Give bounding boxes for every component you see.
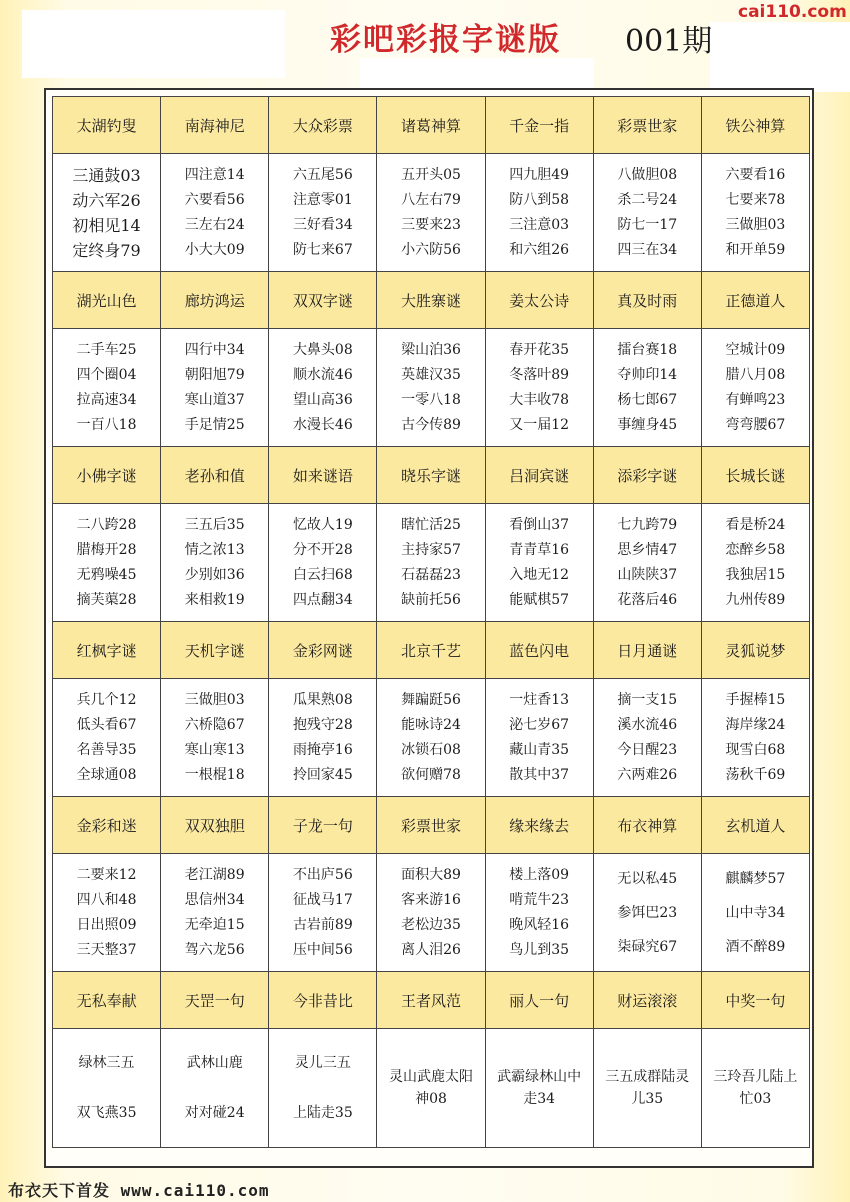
riddle-line: 朝阳旭79 [184, 366, 245, 383]
riddle-line: 大鼻头08 [292, 341, 353, 358]
riddle-line: 看是桥24 [725, 516, 786, 533]
riddle-line: 藏山青35 [509, 741, 570, 758]
column-title: 金彩网谜 [269, 622, 377, 679]
riddle-line: 一根棍18 [184, 766, 245, 783]
riddle-line: 花落后46 [617, 591, 678, 608]
riddle-cell [377, 154, 485, 272]
column-title: 王者风范 [377, 972, 485, 1029]
riddle-line: 三好看34 [292, 216, 353, 233]
riddle-line: 能赋棋57 [509, 591, 570, 608]
riddle-line: 溪水流46 [617, 716, 678, 733]
riddle-line: 四点翻34 [292, 591, 353, 608]
riddle-line: 对对碰24 [184, 1105, 245, 1121]
riddle-cell [161, 679, 269, 797]
riddle-line: 少别如36 [184, 566, 245, 583]
riddle-line: 摘芙蕖28 [76, 591, 137, 608]
riddle-line: 手握棒15 [725, 691, 786, 708]
riddle-line: 全球通08 [76, 766, 137, 783]
column-title: 今非昔比 [269, 972, 377, 1029]
riddle-line: 三做胆03 [184, 691, 245, 708]
riddle-line: 寒山寒13 [184, 741, 245, 758]
riddle-line: 三五成群陆灵儿35 [605, 1069, 690, 1107]
riddle-line: 石磊磊23 [401, 566, 461, 583]
riddle-line: 瞎忙活25 [401, 516, 461, 533]
riddle-line: 散其中37 [509, 766, 570, 783]
riddle-line: 缺前托56 [401, 591, 461, 608]
riddle-cell [269, 329, 377, 447]
riddle-cell [377, 1029, 485, 1148]
riddle-line: 二八跨28 [76, 516, 137, 533]
riddle-line: 腊八月08 [725, 366, 786, 383]
riddle-line: 一零八18 [401, 391, 461, 408]
riddle-line: 梁山泊36 [401, 341, 461, 358]
riddle-line: 和开单59 [725, 241, 786, 258]
riddle-cell [593, 1029, 701, 1148]
riddle-line: 灵儿三五 [294, 1055, 351, 1071]
riddle-cell [53, 1029, 161, 1148]
riddle-line: 分不开28 [292, 541, 353, 558]
blank-area-right [710, 22, 850, 92]
riddle-line: 二要来12 [76, 866, 137, 883]
riddle-cell [377, 854, 485, 972]
riddle-line: 四八和48 [76, 891, 137, 908]
riddle-line: 六要看16 [725, 166, 786, 183]
riddle-line: 二手车25 [76, 341, 137, 358]
riddle-line: 绿林三五 [78, 1055, 135, 1071]
riddle-line: 防八到58 [509, 191, 570, 208]
riddle-line: 麒麟梦57 [725, 870, 786, 887]
column-title: 姜太公诗 [485, 272, 593, 329]
riddle-line: 弯弯腰67 [725, 416, 786, 433]
riddle-line: 入地无12 [509, 566, 570, 583]
riddle-cell [161, 154, 269, 272]
section-header-row [53, 797, 810, 854]
riddle-line: 看倒山37 [509, 516, 570, 533]
riddle-cell [485, 504, 593, 622]
column-title: 金彩和迷 [53, 797, 161, 854]
riddle-cell [485, 1029, 593, 1148]
riddle-line: 三通鼓03 [72, 165, 141, 185]
column-title: 玄机道人 [701, 797, 809, 854]
riddle-cell [593, 504, 701, 622]
riddle-line: 大丰收78 [509, 391, 570, 408]
riddle-cell [701, 1029, 809, 1148]
riddle-line: 拉高速34 [76, 391, 137, 408]
riddle-line: 一百八18 [76, 416, 137, 433]
section-header-row [53, 622, 810, 679]
issue-number: 001期 [625, 24, 713, 59]
column-title: 北京千艺 [377, 622, 485, 679]
riddle-line: 面积大89 [401, 866, 461, 883]
riddle-line: 四注意14 [184, 166, 245, 183]
riddle-cell [701, 854, 809, 972]
riddle-line: 六五尾56 [292, 166, 353, 183]
riddle-line: 我独居15 [725, 566, 786, 583]
section-header-row [53, 272, 810, 329]
riddle-line: 七要来78 [725, 191, 786, 208]
riddle-line: 杀二号24 [617, 191, 678, 208]
riddle-line: 四九胆49 [509, 166, 570, 183]
riddle-line: 事缠身45 [617, 416, 678, 433]
section-header-row [53, 447, 810, 504]
column-title: 蓝色闪电 [485, 622, 593, 679]
riddle-cell [269, 854, 377, 972]
column-title: 财运滚滚 [593, 972, 701, 1029]
column-title: 真及时雨 [593, 272, 701, 329]
blank-area-middle [360, 58, 594, 90]
column-title: 红枫字谜 [53, 622, 161, 679]
riddle-cell [593, 679, 701, 797]
riddle-cell [53, 504, 161, 622]
riddle-line: 六两难26 [617, 766, 678, 783]
riddle-cell [701, 154, 809, 272]
footer-credit[interactable]: 布衣天下首发 www.cai110.com [8, 1181, 270, 1200]
riddle-line: 武霸绿林山中走34 [497, 1069, 582, 1107]
riddle-line: 初相见14 [72, 215, 141, 235]
column-title: 廊坊鸿运 [161, 272, 269, 329]
riddle-line: 无以私45 [617, 870, 678, 887]
riddle-line: 柒碌究67 [617, 938, 678, 955]
column-title: 缘来缘去 [485, 797, 593, 854]
riddle-line: 主持家57 [401, 541, 461, 558]
riddle-line: 双飞燕35 [76, 1105, 137, 1121]
riddle-line: 山陕陕37 [617, 566, 678, 583]
riddle-line: 注意零01 [292, 191, 353, 208]
riddle-line: 晚风轻16 [509, 916, 570, 933]
riddle-line: 小六防56 [401, 241, 461, 258]
riddle-cell [161, 329, 269, 447]
riddle-line: 夺帅印14 [617, 366, 678, 383]
riddle-cell [53, 679, 161, 797]
column-title: 天机字谜 [161, 622, 269, 679]
column-title: 彩票世家 [593, 97, 701, 154]
section-body-row [53, 679, 810, 797]
column-title: 添彩字谜 [593, 447, 701, 504]
riddle-cell [485, 154, 593, 272]
riddle-line: 山中寺34 [725, 904, 786, 921]
riddle-line: 压中间56 [292, 941, 353, 958]
column-title: 中奖一句 [701, 972, 809, 1029]
column-title: 太湖钓叟 [53, 97, 161, 154]
blank-area-left [22, 10, 285, 78]
riddle-line: 无牵迫15 [184, 916, 245, 933]
riddle-line: 又一届12 [509, 416, 570, 433]
column-title: 晓乐字谜 [377, 447, 485, 504]
riddle-line: 低头看67 [76, 716, 137, 733]
riddle-line: 防七来67 [292, 241, 353, 258]
riddle-line: 六桥隐67 [184, 716, 245, 733]
riddle-line: 参饵巴23 [617, 904, 678, 921]
riddle-line: 和六组26 [509, 241, 570, 258]
riddle-cell [377, 329, 485, 447]
riddle-line: 三注意03 [509, 216, 570, 233]
riddle-line: 名善导35 [76, 741, 137, 758]
riddle-line: 三五后35 [184, 516, 245, 533]
column-title: 双双独胆 [161, 797, 269, 854]
riddle-line: 雨掩亭16 [292, 741, 353, 758]
riddle-line: 古岩前89 [292, 916, 353, 933]
riddle-line: 驾六龙56 [184, 941, 245, 958]
riddle-line: 六要看56 [184, 191, 245, 208]
column-title: 小佛字谜 [53, 447, 161, 504]
riddle-line: 三左右24 [184, 216, 245, 233]
riddle-line: 思乡情47 [617, 541, 678, 558]
riddle-line: 顺水流46 [292, 366, 353, 383]
riddle-line: 兵几个12 [76, 691, 137, 708]
section-body-row [53, 329, 810, 447]
riddle-line: 英雄汉35 [401, 366, 461, 383]
riddle-cell [53, 854, 161, 972]
riddle-cell [701, 504, 809, 622]
riddle-line: 空城计09 [725, 341, 786, 358]
riddle-line: 冬落叶89 [509, 366, 570, 383]
riddle-line: 日出照09 [76, 916, 137, 933]
column-title: 南海神尼 [161, 97, 269, 154]
riddle-line: 情之浓13 [184, 541, 245, 558]
riddle-line: 鸟儿到35 [509, 941, 570, 958]
riddle-line: 现雪白68 [725, 741, 786, 758]
riddle-line: 泌七岁67 [509, 716, 570, 733]
riddle-line: 今日醒23 [617, 741, 678, 758]
riddle-line: 无鸦噪45 [76, 566, 137, 583]
column-title: 大胜寨谜 [377, 272, 485, 329]
riddle-line: 来相救19 [184, 591, 245, 608]
column-title: 正德道人 [701, 272, 809, 329]
riddle-line: 武林山鹿 [186, 1055, 243, 1071]
section-header-row [53, 972, 810, 1029]
riddle-line: 抱残守28 [292, 716, 353, 733]
site-url-top[interactable]: cai110.com [738, 2, 847, 22]
riddle-cell [593, 854, 701, 972]
riddle-line: 七九跨79 [617, 516, 678, 533]
column-title: 如来谜语 [269, 447, 377, 504]
riddle-cell [701, 329, 809, 447]
riddle-line: 防七一17 [617, 216, 678, 233]
riddle-cell [593, 329, 701, 447]
section-body-row [53, 1029, 810, 1148]
riddle-line: 有蝉鸣23 [725, 391, 786, 408]
riddle-cell [485, 854, 593, 972]
riddle-cell [377, 679, 485, 797]
riddle-line: 九州传89 [725, 591, 786, 608]
riddle-line: 动六军26 [72, 190, 141, 210]
riddle-line: 四个圈04 [76, 366, 137, 383]
riddle-line: 五开头05 [401, 166, 461, 183]
riddle-line: 忆故人19 [292, 516, 353, 533]
riddle-line: 三天整37 [76, 941, 137, 958]
riddle-cell [269, 504, 377, 622]
riddle-cell [485, 679, 593, 797]
riddle-line: 啃荒牛23 [509, 891, 570, 908]
riddle-line: 离人泪26 [401, 941, 461, 958]
column-title: 丽人一句 [485, 972, 593, 1029]
column-title: 天罡一句 [161, 972, 269, 1029]
column-title: 湖光山色 [53, 272, 161, 329]
riddle-cell [269, 154, 377, 272]
riddle-line: 三做胆03 [725, 216, 786, 233]
riddle-line: 楼上落09 [509, 866, 570, 883]
riddle-line: 灵山武鹿太阳神08 [388, 1069, 473, 1107]
riddle-cell [377, 504, 485, 622]
riddle-line: 拎回家45 [292, 766, 353, 783]
riddle-line: 杨七郎67 [617, 391, 678, 408]
column-title: 日月通谜 [593, 622, 701, 679]
column-title: 布衣神算 [593, 797, 701, 854]
riddle-line: 三要来23 [401, 216, 461, 233]
riddle-line: 白云扫68 [292, 566, 353, 583]
riddle-line: 古今传89 [401, 416, 461, 433]
riddle-cell [269, 1029, 377, 1148]
section-body-row [53, 154, 810, 272]
riddle-line: 冰锁石08 [401, 741, 461, 758]
column-title: 无私奉献 [53, 972, 161, 1029]
riddle-line: 手足情25 [184, 416, 245, 433]
riddle-line: 青青草16 [509, 541, 570, 558]
riddle-line: 老江湖89 [184, 866, 245, 883]
riddle-line: 小大大09 [184, 241, 245, 258]
riddle-line: 四三在34 [617, 241, 678, 258]
riddle-line: 思信州34 [184, 891, 245, 908]
riddle-line: 寒山道37 [184, 391, 245, 408]
column-title: 大众彩票 [269, 97, 377, 154]
column-title: 铁公神算 [701, 97, 809, 154]
column-title: 诸葛神算 [377, 97, 485, 154]
riddle-line: 八做胆08 [617, 166, 678, 183]
riddle-line: 恋醉乡58 [725, 541, 786, 558]
section-header-row [53, 97, 810, 154]
riddle-line: 一炷香13 [509, 691, 570, 708]
riddle-line: 擂台赛18 [617, 341, 678, 358]
column-title: 灵狐说梦 [701, 622, 809, 679]
riddle-cell [161, 854, 269, 972]
riddle-line: 欲何赠78 [401, 766, 461, 783]
riddle-line: 征战马17 [292, 891, 353, 908]
riddle-cell [593, 154, 701, 272]
column-title: 长城长谜 [701, 447, 809, 504]
riddle-line: 八左右79 [401, 191, 461, 208]
riddle-cell [701, 679, 809, 797]
riddle-line: 海岸缘24 [725, 716, 786, 733]
section-body-row [53, 854, 810, 972]
riddle-line: 酒不醉89 [725, 938, 786, 955]
riddle-line: 三玲吾儿陆上忙03 [713, 1069, 798, 1107]
riddle-cell [269, 679, 377, 797]
riddle-cell [485, 329, 593, 447]
column-title: 子龙一句 [269, 797, 377, 854]
riddle-cell [53, 154, 161, 272]
riddle-line: 水漫长46 [292, 416, 353, 433]
section-body-row [53, 504, 810, 622]
riddle-line: 定终身79 [72, 240, 141, 260]
riddle-line: 客来游16 [401, 891, 461, 908]
riddle-line: 老松边35 [401, 916, 461, 933]
column-title: 双双字谜 [269, 272, 377, 329]
riddle-cell [53, 329, 161, 447]
riddle-line: 望山高36 [292, 391, 353, 408]
riddle-line: 四行中34 [184, 341, 245, 358]
column-title: 千金一指 [485, 97, 593, 154]
riddle-line: 摘一支15 [617, 691, 678, 708]
riddle-line: 上陆走35 [292, 1105, 353, 1121]
riddle-line: 能咏诗24 [401, 716, 461, 733]
page-title: 彩吧彩报字谜版 [330, 22, 561, 58]
riddle-line: 荡秋千69 [725, 766, 786, 783]
riddle-cell [161, 1029, 269, 1148]
riddle-line: 不出庐56 [292, 866, 353, 883]
riddle-line: 春开花35 [509, 341, 570, 358]
column-title: 彩票世家 [377, 797, 485, 854]
column-title: 吕洞宾谜 [485, 447, 593, 504]
column-title: 老孙和值 [161, 447, 269, 504]
riddle-line: 瓜果熟08 [292, 691, 353, 708]
riddle-line: 腊梅开28 [76, 541, 137, 558]
riddle-table [52, 96, 810, 1148]
riddle-line: 舞蹁跹56 [401, 691, 461, 708]
riddle-cell [161, 504, 269, 622]
